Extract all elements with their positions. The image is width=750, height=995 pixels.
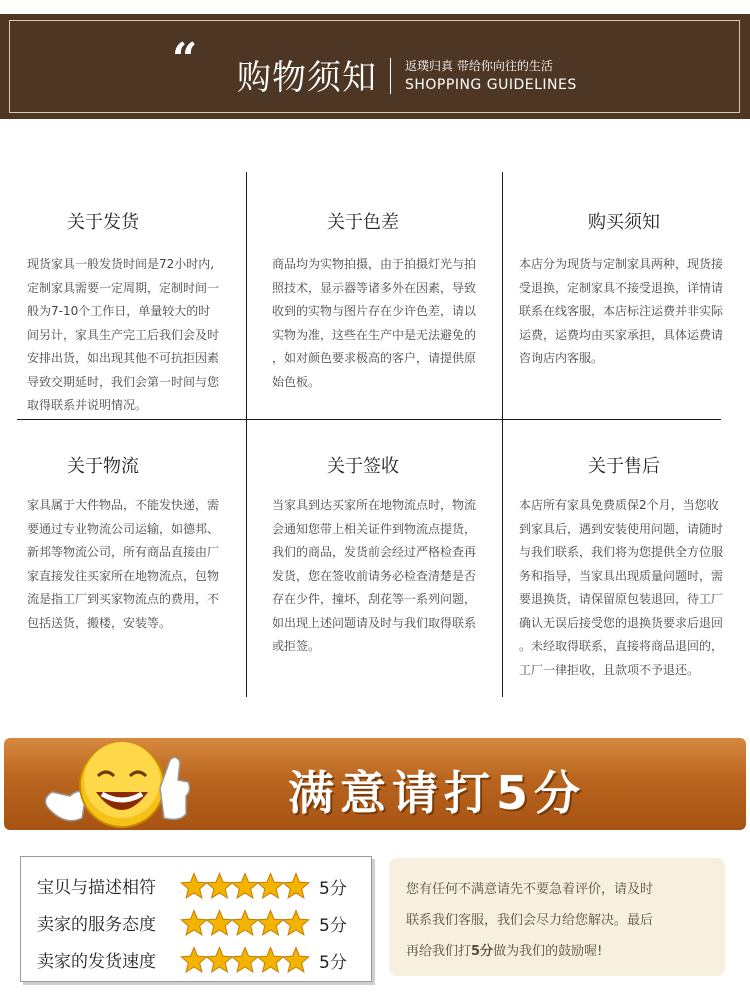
review-note — [389, 858, 725, 976]
body-line: 与我们联系，我们将为您提供全方位服 — [519, 545, 724, 559]
body-line: 定制家具需要一定周期，定制时间一 — [27, 280, 220, 295]
body-line: 般为7-10个工作日，单量较大的时 — [27, 304, 211, 318]
star-icon — [181, 911, 207, 935]
five-star-icon — [180, 945, 310, 975]
smiley-thumbs-up-icon — [30, 730, 190, 840]
rating-label: 宝贝与描述相符 — [37, 878, 156, 898]
star-icon — [283, 911, 309, 935]
body-line: 要退换货，请保留原包装退回，待工厂 — [519, 592, 724, 606]
header-subtitle-en: SHOPPING GUIDELINES — [405, 77, 577, 93]
body-line: 实物为准，这些在生产中是无法避免的 — [272, 327, 477, 342]
section-body-color-difference — [272, 253, 477, 394]
section-title-after-sales: 关于售后 — [588, 456, 660, 477]
body-line: 如出现上述问题请及时与我们取得联系 — [272, 615, 477, 630]
star-icon — [232, 874, 258, 898]
body-line: 联系在线客服，本店标注运费并非实际 — [519, 304, 724, 318]
section-body-after-sales — [519, 494, 724, 682]
body-line: 包括送货，搬楼，安装等。 — [27, 615, 172, 630]
section-title-purchase-notice: 购买须知 — [588, 212, 660, 233]
rating-row — [37, 908, 357, 938]
page-title: 购物须知 — [237, 58, 377, 98]
body-line: 安排出货，如出现其他不可抗拒因素 — [27, 351, 220, 365]
section-body-logistics — [27, 494, 221, 635]
star-icon — [258, 874, 284, 898]
note-line — [406, 940, 602, 959]
body-line: 咨询店内客服。 — [519, 351, 604, 365]
banner-title: 满意请打5分 — [288, 766, 587, 820]
body-line: 商品均为实物拍摄，由于拍摄灯光与拍 — [272, 257, 477, 271]
rating-row — [37, 945, 357, 975]
body-line: 务和指导，当家具出现质量问题时，需 — [519, 568, 724, 583]
body-line: 要通过专业物流公司运输，如德邦、 — [27, 521, 220, 536]
note-text: 再给我们打 — [406, 944, 472, 959]
body-line: 或拒签。 — [272, 639, 321, 653]
body-line: 收到的实物与图片存在少许色差，请以 — [272, 304, 477, 318]
section-body-receipt — [272, 494, 477, 659]
star-icon — [258, 948, 284, 972]
section-title-color-difference: 关于色差 — [327, 212, 399, 233]
section-body-shipping — [27, 253, 221, 418]
section-title-shipping: 关于发货 — [67, 212, 139, 233]
section-body-purchase-notice — [519, 253, 724, 371]
header-divider — [390, 58, 391, 94]
note-line: 联系我们客服，我们会尽力给您解决。最后 — [406, 913, 654, 928]
body-line: 新邦等物流公司，所有商品直接由厂 — [27, 545, 220, 559]
body-line: 家直接发往买家所在地物流点，包物 — [27, 568, 220, 583]
star-icon — [283, 874, 309, 898]
body-line: 确认无误后接受您的退换货要求后退回 — [519, 615, 724, 630]
rating-score: 5分 — [319, 916, 347, 936]
star-icon — [283, 948, 309, 972]
grid-divider-horizontal — [17, 419, 721, 420]
note-highlight: 5分 — [471, 944, 494, 959]
body-line: 间另计，家具生产完工后我们会及时 — [27, 327, 220, 342]
star-icon — [232, 911, 258, 935]
section-title-receipt: 关于签收 — [327, 456, 399, 477]
body-line: 照技术，显示器等诸多外在因素，导致 — [272, 280, 477, 295]
quote-mark-icon: “ — [172, 34, 194, 85]
note-line: 您有任何不满意请先不要急着评价，请及时 — [406, 882, 654, 897]
header-banner — [0, 14, 750, 119]
body-line: 现货家具一般发货时间是72小时内, — [27, 257, 215, 271]
body-line: 家具属于大件物品，不能发快递，需 — [27, 498, 220, 512]
star-icon — [232, 948, 258, 972]
five-star-icon — [180, 908, 310, 938]
body-line: 到家具后，遇到安装使用问题，请随时 — [519, 521, 724, 536]
body-line: 。未经取得联系，直接将商品退回的， — [519, 639, 724, 653]
note-text: 做为我们的鼓励喔! — [493, 944, 603, 959]
star-icon — [181, 874, 207, 898]
star-icon — [207, 874, 233, 898]
rating-label: 卖家的服务态度 — [37, 915, 156, 935]
grid-divider-vertical — [502, 172, 503, 697]
body-line: 取得联系并说明情况。 — [27, 398, 148, 412]
grid-divider-vertical — [246, 172, 247, 697]
header-slogan: 返璞归真 带给你向往的生活 — [405, 59, 553, 73]
body-line: 发货，您在签收前请务必检查清楚是否 — [272, 568, 477, 583]
body-line: 我们的商品，发货前会经过严格检查再 — [272, 545, 477, 559]
rating-score: 5分 — [319, 953, 347, 973]
star-icon — [207, 911, 233, 935]
body-line: ，如对颜色要求极高的客户，请提供原 — [272, 351, 477, 365]
body-line: 运费，运费均由买家承担，具体运费请 — [519, 327, 724, 342]
body-line: 始色板。 — [272, 374, 321, 389]
body-line: 流是指工厂到买家物流点的费用，不 — [27, 592, 220, 606]
star-icon — [258, 911, 284, 935]
body-line: 工厂一律拒收，且款项不予退还。 — [519, 662, 700, 677]
body-line: 存在少件，撞坏，刮花等一系列问题， — [272, 592, 477, 606]
body-line: 会通知您带上相关证件到物流点提货， — [272, 521, 477, 536]
rating-label: 卖家的发货速度 — [37, 952, 156, 972]
body-line: 本店分为现货与定制家具两种，现货接 — [519, 257, 724, 271]
rating-summary — [20, 856, 372, 982]
star-icon — [181, 948, 207, 972]
star-icon — [207, 948, 233, 972]
section-title-logistics: 关于物流 — [67, 456, 139, 477]
body-line: 受退换，定制家具不接受退换，详情请 — [519, 280, 724, 295]
body-line: 导致交期延时，我们会第一时间与您 — [27, 374, 220, 389]
body-line: 当家具到达买家所在地物流点时，物流 — [272, 498, 477, 512]
five-star-icon — [180, 871, 310, 901]
rating-row — [37, 871, 357, 901]
body-line: 本店所有家具免费质保2个月，当您收 — [519, 498, 719, 512]
rating-score: 5分 — [319, 879, 347, 899]
